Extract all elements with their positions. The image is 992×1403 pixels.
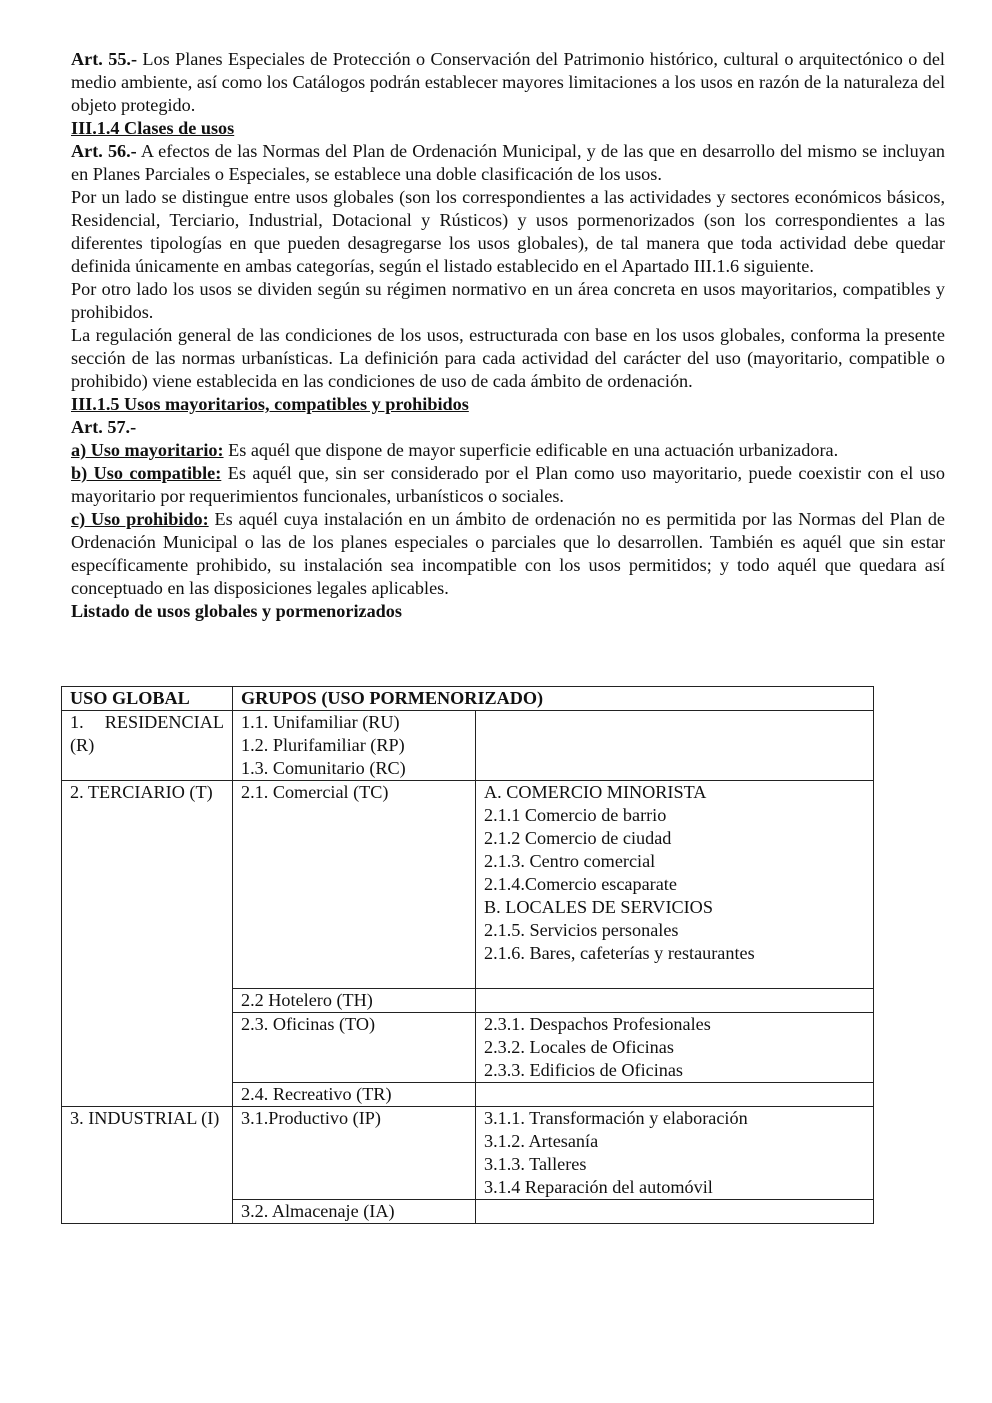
section-usos-heading: III.1.5 Usos mayoritarios, compatibles y prohibidos <box>71 394 469 414</box>
oficinas-sub-item: 2.3.2. Locales de Oficinas <box>484 1037 674 1057</box>
art-56-paragraph <box>71 140 945 186</box>
oficinas-sub-item: 2.3.3. Edificios de Oficinas <box>484 1060 684 1080</box>
cell-productivo-sub <box>476 1107 874 1200</box>
cell-productivo: 3.1.Productivo (IP) <box>233 1107 476 1200</box>
art-56-label: Art. 56.- <box>71 141 137 161</box>
cell-hotelero: 2.2 Hotelero (TH) <box>233 989 476 1013</box>
document-page <box>71 48 945 623</box>
comercial-sub-item: 2.1.4.Comercio escaparate <box>484 874 677 894</box>
table-row-comercial <box>62 781 874 989</box>
cell-terciario-global: 2. TERCIARIO (T) <box>62 781 233 1107</box>
art-57-label: Art. 57.- <box>71 417 137 437</box>
art-56-paragraph-4: La regulación general de las condiciones de los usos, estructurada con base en los usos globales, conforma la presente sección de las normas urbanísticas. La definición para cada actividad del carácter del uso (mayoritario, compatible o prohibido) viene establecida en las condiciones de uso de cada ámbito de ordenación. <box>71 325 945 391</box>
grupo-comunitario: 1.3. Comunitario (RC) <box>241 758 406 778</box>
header-grupos: GRUPOS (USO PORMENORIZADO) <box>233 687 874 711</box>
section-clases-heading: III.1.4 Clases de usos <box>71 118 235 138</box>
comercial-sub-item: B. LOCALES DE SERVICIOS <box>484 897 713 917</box>
comercial-sub-item: 2.1.2 Comercio de ciudad <box>484 828 672 848</box>
uso-compatible-text: Es aquél que, sin ser considerado por el Plan como uso mayoritario, puede coexistir con el uso mayoritario por requerimientos funcionales, urbanísticos o sociales. <box>71 463 945 506</box>
comercial-sub-item: 2.1.6. Bares, cafeterías y restaurantes <box>484 943 755 963</box>
listado-title: Listado de usos globales y pormenorizados <box>71 601 402 621</box>
uso-compatible-label: b) Uso compatible: <box>71 463 222 483</box>
productivo-sub-item: 3.1.3. Talleres <box>484 1154 587 1174</box>
productivo-sub-item: 3.1.4 Reparación del automóvil <box>484 1177 713 1197</box>
art-56-text: A efectos de las Normas del Plan de Ordenación Municipal, y de las que en desarrollo del mismo se incluyan en Planes Parciales o Especiales, se establece una doble clasificación de los usos. <box>71 141 945 184</box>
cell-residencial-grupos <box>233 711 476 781</box>
uso-prohibido-label: c) Uso prohibido: <box>71 509 209 529</box>
comercial-sub-item: A. COMERCIO MINORISTA <box>484 782 707 802</box>
cell-hotelero-sub <box>476 989 874 1013</box>
comercial-sub-item: 2.1.1 Comercio de barrio <box>484 805 667 825</box>
usos-table <box>61 686 874 1224</box>
grupo-unifamiliar: 1.1. Unifamiliar (RU) <box>241 712 400 732</box>
cell-residencial-global <box>62 711 233 781</box>
art-56-paragraph-2: Por un lado se distingue entre usos globales (son los correspondientes a las actividades y sectores económicos básicos, Residencial, Terciario, Industrial, Dotacional y Rústicos) y usos pormenorizados (son los correspondientes a las diferentes tipologías en que pueden desagregarse los usos globales), de tal manera que toda actividad debe quedar definida únicamente en ambas categorías, según el listado establecido en el Apartado III.1.6 siguiente. <box>71 187 945 276</box>
comercial-sub-item: 2.1.5. Servicios personales <box>484 920 679 940</box>
header-uso-global: USO GLOBAL <box>62 687 233 711</box>
productivo-sub-item: 3.1.2. Artesanía <box>484 1131 599 1151</box>
cell-comercial-sub <box>476 781 874 989</box>
oficinas-sub-item: 2.3.1. Despachos Profesionales <box>484 1014 711 1034</box>
art-55-label: Art. 55.- <box>71 49 138 69</box>
cell-comercial: 2.1. Comercial (TC) <box>233 781 476 989</box>
art-55-paragraph <box>71 48 945 117</box>
cell-oficinas-sub <box>476 1013 874 1083</box>
cell-residencial-sub <box>476 711 874 781</box>
table-header-row <box>62 687 874 711</box>
table-row-productivo <box>62 1107 874 1200</box>
uso-prohibido-text: Es aquél cuya instalación en un ámbito de ordenación no es permitida por las Normas del Plan de Ordenación Municipal o las de los planes especiales o parciales que lo desarrollen. También es aquél que sin estar específicamente prohibido, su instalación sea incompatible con los usos permitidos; y todo aquél que quedara así conceptuado en las disposiciones legales aplicables. <box>71 509 945 598</box>
uso-prohibido-paragraph <box>71 508 945 600</box>
table-row-residencial <box>62 711 874 781</box>
uso-mayoritario-label: a) Uso mayoritario: <box>71 440 224 460</box>
cell-recreativo: 2.4. Recreativo (TR) <box>233 1083 476 1107</box>
productivo-sub-item: 3.1.1. Transformación y elaboración <box>484 1108 748 1128</box>
uso-mayoritario-text: Es aquél que dispone de mayor superficie edificable en una actuación urbanizadora. <box>223 440 839 460</box>
cell-almacenaje: 3.2. Almacenaje (IA) <box>233 1200 476 1224</box>
residencial-global-line-1: 1. RESIDENCIAL <box>70 712 224 732</box>
art-55-text: Los Planes Especiales de Protección o Conservación del Patrimonio histórico, cultural o arquitectónico o del medio ambiente, así como los Catálogos podrán establecer mayores limitaciones a los usos en razón de la naturaleza del objeto protegido. <box>71 49 945 115</box>
cell-almacenaje-sub <box>476 1200 874 1224</box>
comercial-sub-item: 2.1.3. Centro comercial <box>484 851 656 871</box>
grupo-plurifamiliar: 1.2. Plurifamiliar (RP) <box>241 735 405 755</box>
cell-industrial-global: 3. INDUSTRIAL (I) <box>62 1107 233 1224</box>
cell-oficinas: 2.3. Oficinas (TO) <box>233 1013 476 1083</box>
art-56-paragraph-3: Por otro lado los usos se dividen según su régimen normativo en un área concreta en usos mayoritarios, compatibles y prohibidos. <box>71 279 945 322</box>
residencial-global-line-2: (R) <box>70 735 95 755</box>
uso-compatible-paragraph <box>71 462 945 508</box>
cell-recreativo-sub <box>476 1083 874 1107</box>
uso-mayoritario-paragraph <box>71 439 945 462</box>
